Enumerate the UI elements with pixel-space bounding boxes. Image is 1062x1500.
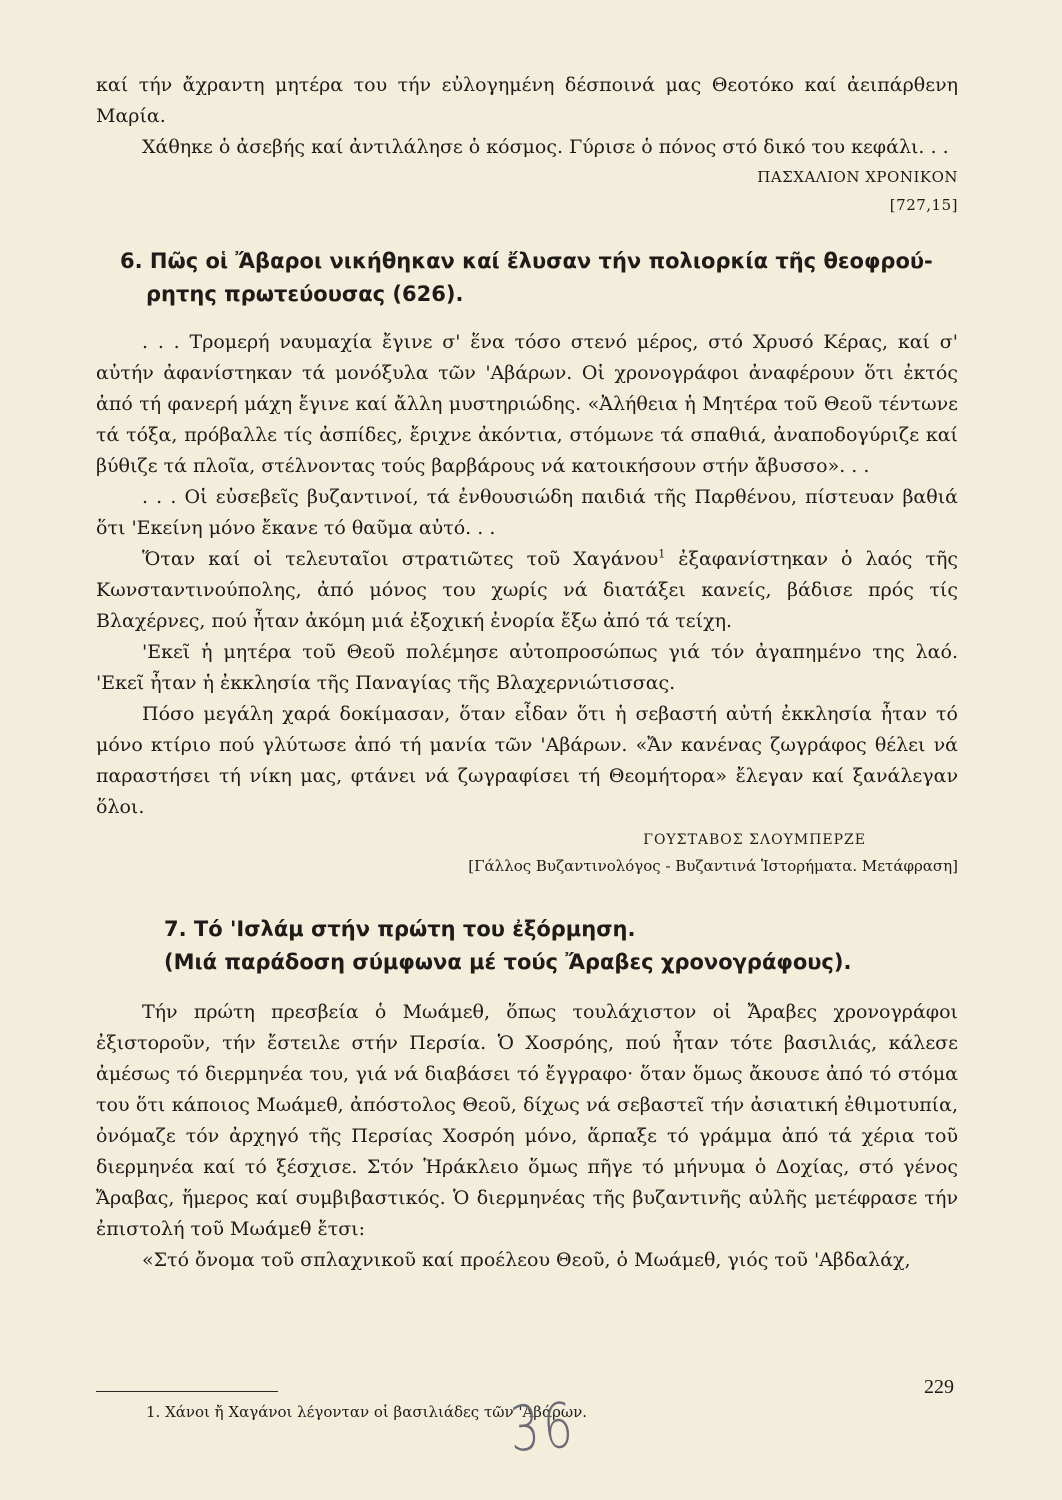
section-6-heading: 6. Πῶς οἱ Ἄβαροι νικήθηκαν καί ἔλυσαν τήν πολιορκία τῆς θεοφρού-ρητης πρωτεύουσας (626). [120,249,933,306]
page-content [96,70,958,1276]
paragraph: . . . Οἱ εὐσεβεῖς βυζαντινοί, τά ἐνθουσιώδη παιδιά τῆς Παρθένου, πίστευαν βαθιά ὅτι 'Εκείνη μόνο ἔκανε τό θαῦμα αὐτό. . . [96,486,958,539]
footnote-divider [96,1391,278,1392]
footnote-marker: 1 [658,547,666,561]
paragraph [96,544,958,637]
paragraph: καί τήν ἄχραντη μητέρα του τήν εὐλογημένη δέσποινά μας Θεοτόκο καί ἀειπάρθενη Μαρία. [96,74,958,127]
paragraph: . . . Τρομερή ναυμαχία ἔγινε σ' ἕνα τόσο στενό μέρος, στό Χρυσό Κέρας, καί σ' αὐτήν ἀφανίστηκαν τά μονόξυλα τῶν 'Αβάρων. Οἱ χρονογράφοι ἀναφέρουν ὅτι ἐκτός ἀπό τή φανερή μάχη ἔγινε καί ἄλλη μυστηριώδης. «Ἀλήθεια ἡ Μητέρα τοῦ Θεοῦ τέντωνε τά τόξα, πρόβαλλε τίς ἀσπίδες, ἔριχνε ἀκόντια, στόμωνε τά σπαθιά, ἀναποδογύριζε καί βύθιζε τά πλοῖα, στέλνοντας τούς βαρβάρους νά κατοικήσουν στήν ἄβυσσο». . . [96,331,958,477]
section-7-heading-line1: 7. Τό 'Ισλάμ στήν πρώτη του ἐξόρμηση. [164,917,636,941]
author-name: ΓΟΥΣΤΑΒΟΣ ΣΛΟΥΜΠΕΡΖΕ [643,832,866,848]
footnote: 1. Χάνοι ἤ Χαγάνοι λέγονταν οἱ βασιλιάδες τῶν 'Αβάρων. [146,1403,588,1421]
paragraph: «Στό ὄνομα τοῦ σπλαχνικοῦ καί προέλεου Θεοῦ, ὁ Μωάμεθ, γιός τοῦ 'Αβδαλάχ, [142,1249,911,1271]
section-7-heading [96,913,958,979]
paragraph: Τήν πρώτη πρεσβεία ὁ Μωάμεθ, ὅπως τουλάχιστον οἱ Ἄραβες χρονογράφοι ἐξιστοροῦν, τήν ἔστειλε στήν Περσία. Ὁ Χοσρόης, πού ἦταν τότε βασιλιάς, κάλεσε ἀμέσως τό διερμηνέα του, γιά νά διαβάσει τό ἔγγραφο· ὅταν ὅμως ἄκουσε ἀπό τό στόμα του ὅτι κάποιος Μωάμεθ, ἀπόστολος Θεοῦ, δίχως νά σεβαστεῖ τήν ἀσιατική ἐθιμοτυπία, ὀνόμαζε τόν ἀρχηγό τῆς Περσίας Χοσρόη μόνο, ἅρπαξε τό γράμμα ἀπό τά χέρια τοῦ διερμηνέα καί τό ξέσχισε. Στόν Ἡράκλειο ὅμως πῆγε τό μήνυμα ὁ Δοχίας, στό γένος Ἄραβας, ἥμερος καί συμβιβαστικός. Ὁ διερμηνέας τῆς βυζαντινῆς αὐλῆς μετέφρασε τήν ἐπιστολή τοῦ Μωάμεθ ἔτσι: [96,1001,958,1240]
paragraph: 'Εκεῖ ἡ μητέρα τοῦ Θεοῦ πολέμησε αὐτοπροσώπως γιά τόν ἀγαπημένο της λαό. 'Εκεῖ ἦταν ἡ ἐκκλησία τῆς Παναγίας τῆς Βλαχερνιώτισσας. [96,641,958,694]
paragraph-text: ἐξαφανίστηκαν ὁ λαός τῆς Κωνσταντινούπολης, ἀπό μόνος του χωρίς νά διατάξει κανείς, βάδισε πρός τίς Βλαχέρνες, πού ἦταν ἀκόμη μιά ἐξοχική ἐνορία ἔξω ἀπό τά τείχη. [96,548,958,632]
source-reference: [727,15] [889,196,958,214]
citation: [Γάλλος Βυζαντινολόγος - Βυζαντινά Ἱστορήματα. Μετάφραση] [468,857,958,875]
paragraph: Χάθηκε ὁ ἀσεβής καί ἀντιλάλησε ὁ κόσμος. Γύρισε ὁ πόνος στό δικό του κεφάλι. . . [142,136,949,158]
paragraph: Πόσο μεγάλη χαρά δοκίμασαν, ὅταν εἶδαν ὅτι ἡ σεβαστή αὐτή ἐκκλησία ἦταν τό μόνο κτίριο πού γλύτωσε ἀπό τή μανία τῶν 'Αβάρων. «Ἄν κανένας ζωγράφος θέλει νά παραστήσει τή νίκη μας, φτάνει νά ζωγραφίσει τή Θεομήτορα» ἔλεγαν καί ξανάλεγαν ὅλοι. [96,703,958,818]
paragraph-text: Ὅταν καί οἱ τελευταῖοι στρατιῶτες τοῦ Χαγάνου [142,548,659,570]
section-7-heading-line2: (Μιά παράδοση σύμφωνα μέ τούς Ἄραβες χρονογράφους). [164,950,852,974]
source-title: ΠΑΣΧΑΛΙΟΝ ΧΡΟΝΙΚΟΝ [757,168,958,186]
handwritten-annotation: 36 [507,1388,580,1466]
page-number: 229 [924,1376,954,1398]
